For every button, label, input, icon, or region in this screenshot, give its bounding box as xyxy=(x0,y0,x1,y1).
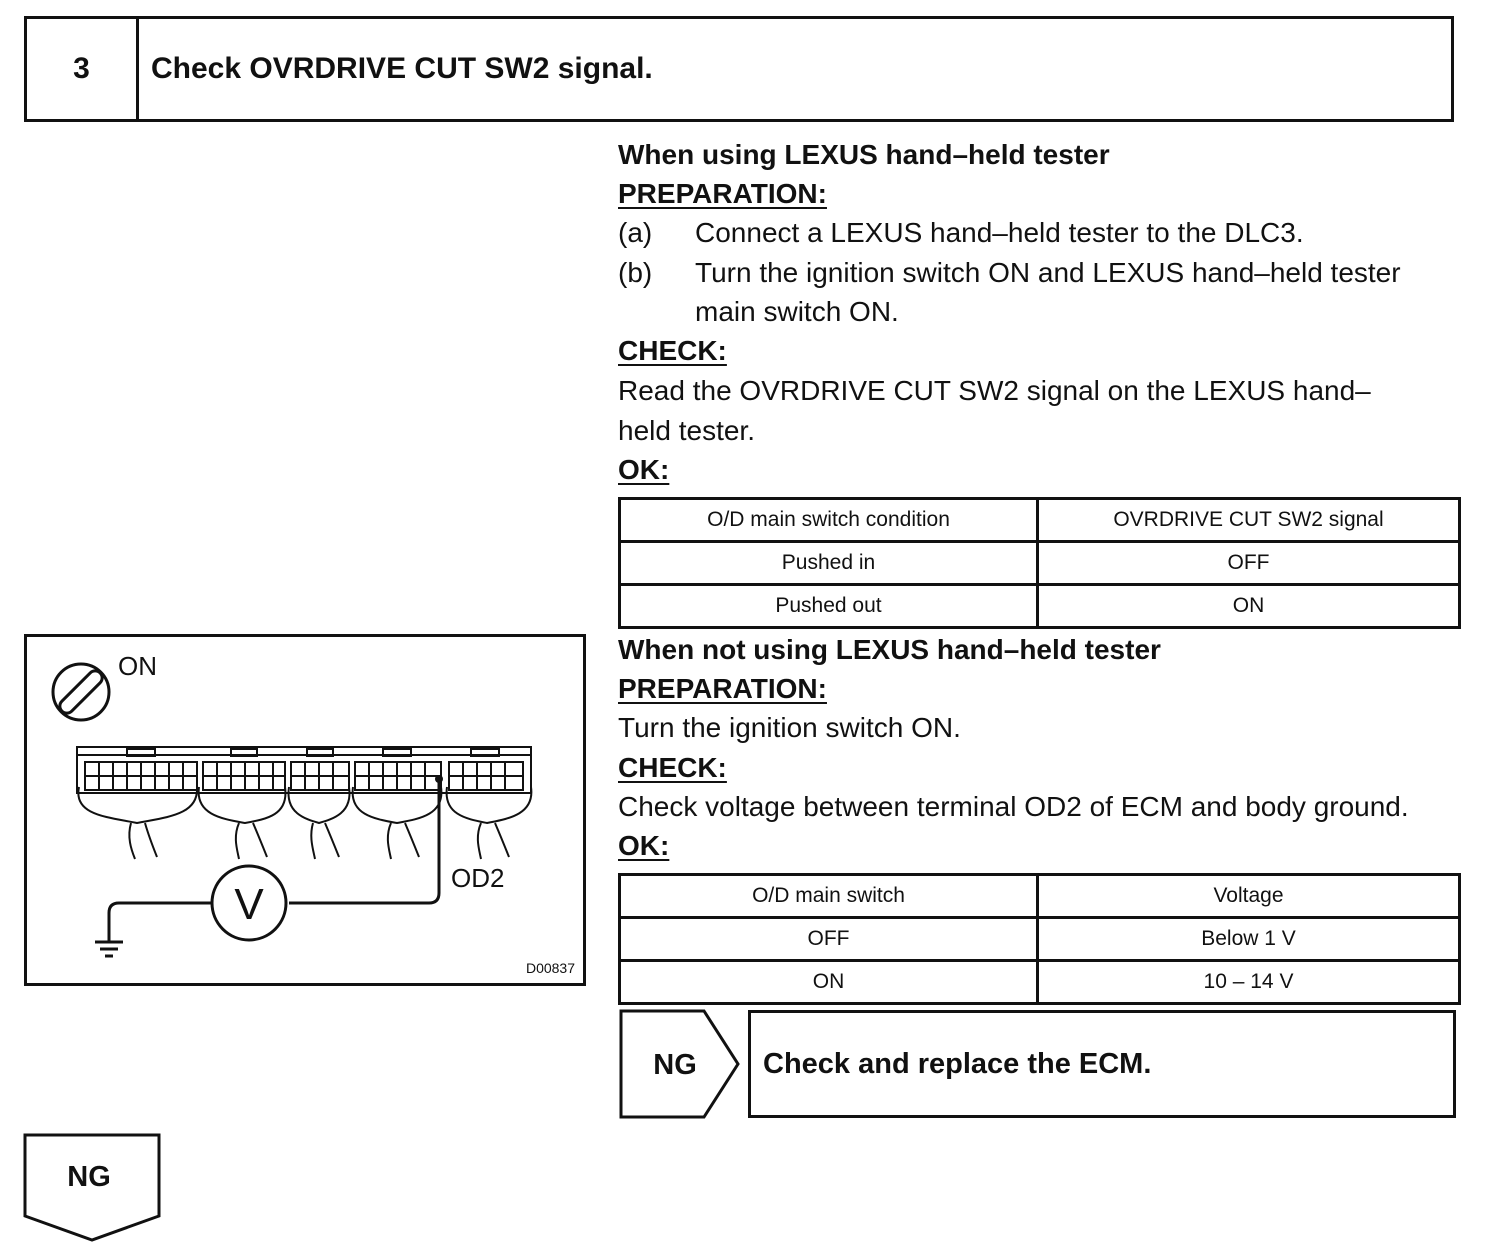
ng-arrow-icon xyxy=(618,1008,746,1120)
table-header-cell: Voltage xyxy=(1038,875,1460,918)
ignition-on-label: ON xyxy=(118,651,157,681)
without-tester-ok-label: OK: xyxy=(618,830,670,861)
signal-spec-table xyxy=(618,497,1461,629)
ignition-key-icon xyxy=(53,664,109,720)
with-tester-ok-label: OK: xyxy=(618,454,670,485)
ground-icon xyxy=(95,942,123,956)
ng-arrow-label: NG xyxy=(653,1049,697,1081)
prep-step-b-text: Turn the ignition switch ON and LEXUS hand–held tester xyxy=(695,257,1401,288)
table-row xyxy=(620,918,1460,961)
ecm-voltage-diagram xyxy=(24,634,586,986)
without-tester-heading: When not using LEXUS hand–held tester xyxy=(618,634,1161,665)
without-tester-preparation-text: Turn the ignition switch ON. xyxy=(618,712,961,743)
table-header-row xyxy=(620,875,1460,918)
od2-terminal-label: OD2 xyxy=(451,863,505,893)
prep-step-a-marker: (a) xyxy=(618,217,653,248)
table-header-row xyxy=(620,499,1460,542)
table-cell: OFF xyxy=(1038,542,1460,585)
ng-down-arrow-icon xyxy=(22,1132,164,1244)
table-cell: Pushed out xyxy=(620,585,1038,628)
table-row xyxy=(620,585,1460,628)
ecm-connector-icon xyxy=(77,747,531,859)
table-cell: OFF xyxy=(620,918,1038,961)
table-header-cell: O/D main switch condition xyxy=(620,499,1038,542)
with-tester-preparation-label: PREPARATION: xyxy=(618,178,827,209)
step-number: 3 xyxy=(27,19,139,119)
without-tester-check-label: CHECK: xyxy=(618,752,727,783)
table-cell: ON xyxy=(1038,585,1460,628)
with-tester-check-label: CHECK: xyxy=(618,335,727,366)
table-cell: Below 1 V xyxy=(1038,918,1460,961)
figure-code: D00837 xyxy=(525,960,575,976)
table-row xyxy=(620,542,1460,585)
without-tester-check-text: Check voltage between terminal OD2 of ECM and body ground. xyxy=(618,791,1409,822)
ng-action-text: Check and replace the ECM. xyxy=(763,1047,1152,1080)
voltmeter-symbol: V xyxy=(234,880,264,929)
with-tester-check-text-1: Read the OVRDRIVE CUT SW2 signal on the LEXUS hand– xyxy=(618,375,1371,406)
table-cell: 10 – 14 V xyxy=(1038,961,1460,1004)
prep-step-b-marker: (b) xyxy=(618,257,653,288)
table-cell: Pushed in xyxy=(620,542,1038,585)
table-header-cell: OVRDRIVE CUT SW2 signal xyxy=(1038,499,1460,542)
step-title: Check OVRDRIVE CUT SW2 signal. xyxy=(151,52,653,85)
table-cell: ON xyxy=(620,961,1038,1004)
voltage-spec-table xyxy=(618,873,1461,1005)
ng-down-label: NG xyxy=(67,1161,111,1193)
prep-step-a-text: Connect a LEXUS hand–held tester to the DLC3. xyxy=(695,217,1304,248)
without-tester-preparation-label: PREPARATION: xyxy=(618,673,827,704)
ng-action-box xyxy=(748,1010,1456,1118)
table-header-cell: O/D main switch xyxy=(620,875,1038,918)
with-tester-heading: When using LEXUS hand–held tester xyxy=(618,139,1110,170)
table-row xyxy=(620,961,1460,1004)
step-header xyxy=(24,16,1454,122)
voltmeter-icon xyxy=(212,866,286,940)
with-tester-check-text-2: held tester. xyxy=(618,415,755,446)
prep-step-b-text-cont: main switch ON. xyxy=(695,296,899,327)
